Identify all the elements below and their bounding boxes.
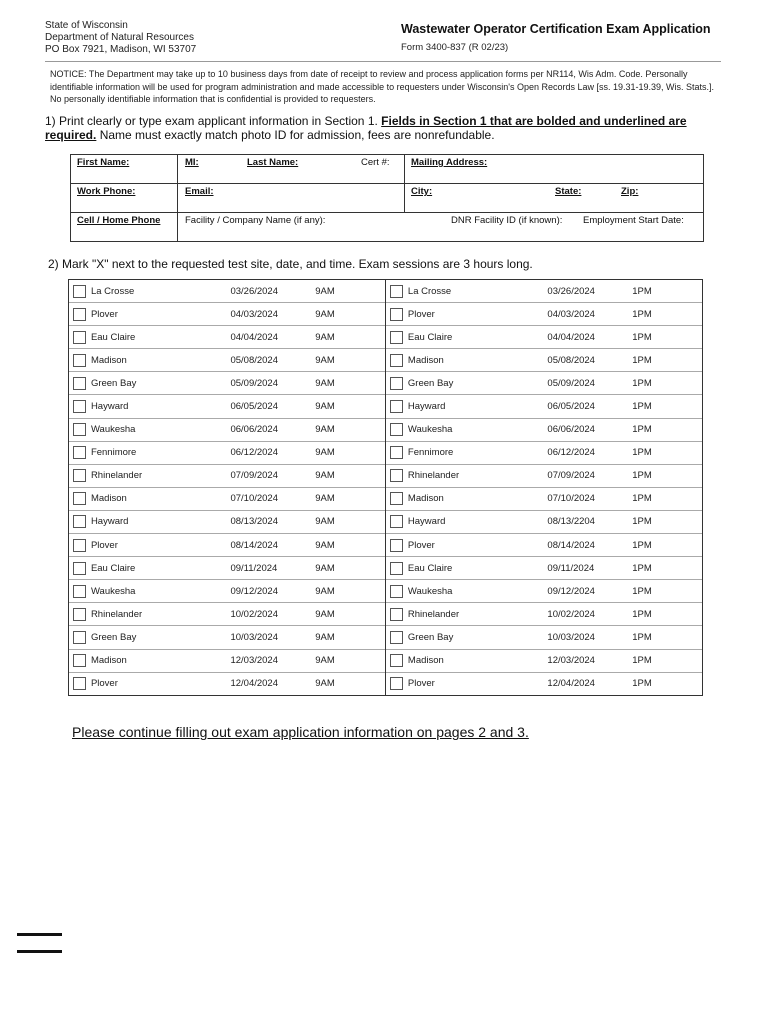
pm-time: 1PM	[632, 372, 702, 395]
am-date: 06/05/2024	[230, 395, 315, 418]
city-field[interactable]: City:	[411, 186, 433, 197]
am-session-checkbox-cell	[69, 418, 91, 441]
pm-date: 04/04/2024	[547, 326, 632, 349]
am-session-checkbox[interactable]	[73, 400, 86, 413]
section1-tail: Name must exactly match photo ID for admission, fees are nonrefundable.	[96, 128, 495, 142]
am-session-checkbox-cell	[69, 534, 91, 557]
pm-date: 09/11/2024	[547, 557, 632, 580]
session-row	[69, 349, 703, 372]
am-date: 12/04/2024	[230, 672, 315, 695]
am-date: 07/09/2024	[230, 464, 315, 487]
am-session-checkbox-cell	[69, 510, 91, 533]
am-time: 9AM	[315, 418, 385, 441]
pm-site: Hayward	[408, 510, 548, 533]
am-date: 04/03/2024	[230, 303, 315, 326]
am-session-checkbox[interactable]	[73, 446, 86, 459]
pm-time: 1PM	[632, 487, 702, 510]
pm-time: 1PM	[632, 649, 702, 672]
am-time: 9AM	[315, 580, 385, 603]
pm-session-checkbox[interactable]	[390, 515, 403, 528]
am-date: 03/26/2024	[230, 280, 315, 303]
am-session-checkbox[interactable]	[73, 285, 86, 298]
pm-session-checkbox-cell	[385, 580, 407, 603]
am-session-checkbox[interactable]	[73, 515, 86, 528]
pm-session-checkbox-cell	[385, 557, 407, 580]
am-date: 08/14/2024	[230, 534, 315, 557]
session-row	[69, 441, 703, 464]
pm-session-checkbox-cell	[385, 603, 407, 626]
org-line: Department of Natural Resources	[45, 32, 194, 43]
am-session-checkbox-cell	[69, 603, 91, 626]
pm-time: 1PM	[632, 626, 702, 649]
am-session-checkbox[interactable]	[73, 377, 86, 390]
am-session-checkbox-cell	[69, 303, 91, 326]
pm-site: Hayward	[408, 395, 548, 418]
am-site: Green Bay	[91, 626, 231, 649]
session-row	[69, 372, 703, 395]
am-site: Fennimore	[91, 441, 231, 464]
menu-icon[interactable]	[17, 933, 62, 967]
org-line: PO Box 7921, Madison, WI 53707	[45, 44, 197, 55]
dnr-facility-id-field[interactable]: DNR Facility ID (if known):	[451, 215, 563, 226]
org-line: State of Wisconsin	[45, 20, 128, 31]
pm-session-checkbox-cell	[385, 418, 407, 441]
session-row	[69, 487, 703, 510]
am-date: 04/04/2024	[230, 326, 315, 349]
am-date: 10/03/2024	[230, 626, 315, 649]
session-row	[69, 395, 703, 418]
am-session-checkbox-cell	[69, 441, 91, 464]
am-session-checkbox[interactable]	[73, 331, 86, 344]
session-row	[69, 534, 703, 557]
header-divider	[45, 61, 721, 62]
am-date: 12/03/2024	[230, 649, 315, 672]
pm-session-checkbox[interactable]	[390, 423, 403, 436]
session-row	[69, 418, 703, 441]
am-time: 9AM	[315, 487, 385, 510]
pm-date: 12/03/2024	[547, 649, 632, 672]
session-row	[69, 649, 703, 672]
last-name-field[interactable]: Last Name:	[247, 157, 299, 168]
pm-time: 1PM	[632, 395, 702, 418]
pm-time: 1PM	[632, 280, 702, 303]
pm-time: 1PM	[632, 418, 702, 441]
pm-site: Plover	[408, 672, 548, 695]
am-session-checkbox[interactable]	[73, 308, 86, 321]
pm-session-checkbox-cell	[385, 649, 407, 672]
pm-session-checkbox-cell	[385, 349, 407, 372]
continue-note: Please continue filling out exam application information on pages 2 and 3.	[72, 724, 529, 740]
pm-site: Green Bay	[408, 626, 548, 649]
pm-time: 1PM	[632, 672, 702, 695]
session-row	[69, 672, 703, 695]
am-site: Waukesha	[91, 418, 231, 441]
cell-home-phone-field[interactable]: Cell / Home Phone	[77, 215, 161, 226]
pm-session-checkbox[interactable]	[390, 308, 403, 321]
am-session-checkbox-cell	[69, 672, 91, 695]
am-site: Eau Claire	[91, 557, 231, 580]
section1-intro: 1) Print clearly or type exam applicant information in Section 1.	[45, 114, 382, 128]
facility-name-field[interactable]: Facility / Company Name (if any):	[185, 215, 326, 226]
am-session-checkbox-cell	[69, 326, 91, 349]
am-time: 9AM	[315, 464, 385, 487]
mailing-address-field[interactable]: Mailing Address:	[411, 157, 488, 168]
pm-time: 1PM	[632, 349, 702, 372]
am-time: 9AM	[315, 395, 385, 418]
pm-site: Madison	[408, 487, 548, 510]
am-session-checkbox[interactable]	[73, 492, 86, 505]
pm-site: La Crosse	[408, 280, 548, 303]
pm-session-checkbox[interactable]	[390, 377, 403, 390]
first-name-field[interactable]: First Name:	[77, 157, 130, 168]
pm-date: 12/04/2024	[547, 672, 632, 695]
am-time: 9AM	[315, 534, 385, 557]
pm-session-checkbox-cell	[385, 441, 407, 464]
am-session-checkbox-cell	[69, 372, 91, 395]
am-session-checkbox[interactable]	[73, 469, 86, 482]
am-site: Rhinelander	[91, 464, 231, 487]
pm-date: 06/05/2024	[547, 395, 632, 418]
pm-session-checkbox[interactable]	[390, 654, 403, 667]
pm-site: Eau Claire	[408, 557, 548, 580]
pm-session-checkbox[interactable]	[390, 585, 403, 598]
am-session-checkbox-cell	[69, 280, 91, 303]
pm-date: 08/14/2024	[547, 534, 632, 557]
pm-date: 03/26/2024	[547, 280, 632, 303]
pm-session-checkbox[interactable]	[390, 562, 403, 575]
pm-date: 05/08/2024	[547, 349, 632, 372]
pm-session-checkbox-cell	[385, 395, 407, 418]
pm-site: Madison	[408, 349, 548, 372]
pm-session-checkbox-cell	[385, 672, 407, 695]
work-phone-field[interactable]: Work Phone:	[77, 186, 136, 197]
pm-time: 1PM	[632, 464, 702, 487]
am-site: Madison	[91, 649, 231, 672]
session-row	[69, 326, 703, 349]
am-time: 9AM	[315, 349, 385, 372]
am-session-checkbox-cell	[69, 349, 91, 372]
pm-site: Waukesha	[408, 418, 548, 441]
applicant-info-box	[70, 154, 704, 242]
am-date: 05/09/2024	[230, 372, 315, 395]
am-session-checkbox[interactable]	[73, 539, 86, 552]
email-field[interactable]: Email:	[185, 186, 214, 197]
pm-session-checkbox-cell	[385, 626, 407, 649]
am-site: Rhinelander	[91, 603, 231, 626]
am-time: 9AM	[315, 672, 385, 695]
am-session-checkbox-cell	[69, 557, 91, 580]
zip-field[interactable]: Zip:	[621, 186, 639, 197]
am-session-checkbox[interactable]	[73, 562, 86, 575]
am-session-checkbox-cell	[69, 487, 91, 510]
am-date: 09/11/2024	[230, 557, 315, 580]
pm-session-checkbox-cell	[385, 534, 407, 557]
pm-session-checkbox[interactable]	[390, 446, 403, 459]
pm-date: 06/06/2024	[547, 418, 632, 441]
pm-session-checkbox[interactable]	[390, 492, 403, 505]
am-site: La Crosse	[91, 280, 231, 303]
am-time: 9AM	[315, 303, 385, 326]
pm-date: 06/12/2024	[547, 441, 632, 464]
pm-session-checkbox-cell	[385, 372, 407, 395]
pm-date: 08/13/2204	[547, 510, 632, 533]
pm-session-checkbox-cell	[385, 464, 407, 487]
pm-session-checkbox-cell	[385, 326, 407, 349]
am-session-checkbox[interactable]	[73, 423, 86, 436]
am-date: 08/13/2024	[230, 510, 315, 533]
am-site: Madison	[91, 487, 231, 510]
pm-time: 1PM	[632, 510, 702, 533]
pm-session-checkbox[interactable]	[390, 331, 403, 344]
pm-site: Plover	[408, 303, 548, 326]
am-time: 9AM	[315, 372, 385, 395]
am-session-checkbox-cell	[69, 464, 91, 487]
mi-field[interactable]: MI:	[185, 157, 199, 168]
session-row	[69, 580, 703, 603]
am-date: 09/12/2024	[230, 580, 315, 603]
am-site: Green Bay	[91, 372, 231, 395]
pm-site: Waukesha	[408, 580, 548, 603]
session-row	[69, 626, 703, 649]
pm-time: 1PM	[632, 303, 702, 326]
pm-time: 1PM	[632, 580, 702, 603]
pm-session-checkbox-cell	[385, 303, 407, 326]
am-site: Waukesha	[91, 580, 231, 603]
am-time: 9AM	[315, 649, 385, 672]
am-site: Plover	[91, 672, 231, 695]
am-session-checkbox[interactable]	[73, 608, 86, 621]
pm-date: 09/12/2024	[547, 580, 632, 603]
session-row	[69, 280, 703, 303]
am-session-checkbox[interactable]	[73, 631, 86, 644]
session-row	[69, 603, 703, 626]
pm-site: Green Bay	[408, 372, 548, 395]
am-time: 9AM	[315, 441, 385, 464]
am-session-checkbox-cell	[69, 649, 91, 672]
pm-session-checkbox[interactable]	[390, 469, 403, 482]
am-site: Madison	[91, 349, 231, 372]
pm-time: 1PM	[632, 557, 702, 580]
am-date: 05/08/2024	[230, 349, 315, 372]
pm-session-checkbox[interactable]	[390, 354, 403, 367]
pm-site: Eau Claire	[408, 326, 548, 349]
am-date: 10/02/2024	[230, 603, 315, 626]
pm-time: 1PM	[632, 441, 702, 464]
am-date: 07/10/2024	[230, 487, 315, 510]
am-site: Plover	[91, 534, 231, 557]
pm-date: 07/09/2024	[547, 464, 632, 487]
pm-session-checkbox-cell	[385, 487, 407, 510]
am-date: 06/12/2024	[230, 441, 315, 464]
am-session-checkbox-cell	[69, 580, 91, 603]
am-time: 9AM	[315, 510, 385, 533]
am-session-checkbox[interactable]	[73, 585, 86, 598]
exam-session-table	[68, 279, 703, 696]
cert-field[interactable]: Cert #:	[361, 157, 390, 168]
am-session-checkbox-cell	[69, 626, 91, 649]
am-time: 9AM	[315, 626, 385, 649]
employment-start-field[interactable]: Employment Start Date:	[583, 215, 684, 226]
pm-site: Rhinelander	[408, 603, 548, 626]
am-session-checkbox[interactable]	[73, 677, 86, 690]
pm-session-checkbox[interactable]	[390, 539, 403, 552]
pm-site: Rhinelander	[408, 464, 548, 487]
organization-block	[45, 20, 196, 56]
pm-session-checkbox[interactable]	[390, 608, 403, 621]
form-number: Form 3400-837 (R 02/23)	[401, 42, 509, 53]
am-date: 06/06/2024	[230, 418, 315, 441]
pm-session-checkbox-cell	[385, 510, 407, 533]
pm-site: Plover	[408, 534, 548, 557]
pm-date: 05/09/2024	[547, 372, 632, 395]
state-field[interactable]: State:	[555, 186, 582, 197]
pm-time: 1PM	[632, 326, 702, 349]
am-site: Hayward	[91, 510, 231, 533]
session-row	[69, 557, 703, 580]
session-row	[69, 510, 703, 533]
pm-date: 07/10/2024	[547, 487, 632, 510]
form-title: Wastewater Operator Certification Exam Application	[401, 22, 711, 36]
am-time: 9AM	[315, 557, 385, 580]
am-time: 9AM	[315, 603, 385, 626]
am-site: Hayward	[91, 395, 231, 418]
pm-session-checkbox[interactable]	[390, 631, 403, 644]
am-time: 9AM	[315, 280, 385, 303]
pm-time: 1PM	[632, 534, 702, 557]
pm-session-checkbox-cell	[385, 280, 407, 303]
pm-date: 04/03/2024	[547, 303, 632, 326]
section1-required-note: Fields in Section 1 that are bolded and underlined are required.	[45, 114, 687, 142]
pm-session-checkbox[interactable]	[390, 677, 403, 690]
am-session-checkbox[interactable]	[73, 654, 86, 667]
section2-instructions: 2) Mark "X" next to the requested test site, date, and time. Exam sessions are 3 hours long.	[48, 257, 533, 271]
section1-instructions	[45, 114, 735, 142]
pm-date: 10/03/2024	[547, 626, 632, 649]
pm-site: Fennimore	[408, 441, 548, 464]
pm-time: 1PM	[632, 603, 702, 626]
session-row	[69, 464, 703, 487]
pm-date: 10/02/2024	[547, 603, 632, 626]
am-site: Plover	[91, 303, 231, 326]
pm-site: Madison	[408, 649, 548, 672]
am-session-checkbox[interactable]	[73, 354, 86, 367]
am-site: Eau Claire	[91, 326, 231, 349]
pm-session-checkbox[interactable]	[390, 285, 403, 298]
am-session-checkbox-cell	[69, 395, 91, 418]
am-time: 9AM	[315, 326, 385, 349]
privacy-notice: NOTICE: The Department may take up to 10 business days from date of receipt to review and process application forms per NR114, Wis Adm. Code. Personally identifiable information will be used for program administration and made accessible to requesters under Wisconsin's Open Records Law [ss. 19.31-19.39, Wis. Stats.]. No personally identifiable information that is confidential is provided to requesters.	[50, 69, 715, 104]
session-row	[69, 303, 703, 326]
pm-session-checkbox[interactable]	[390, 400, 403, 413]
